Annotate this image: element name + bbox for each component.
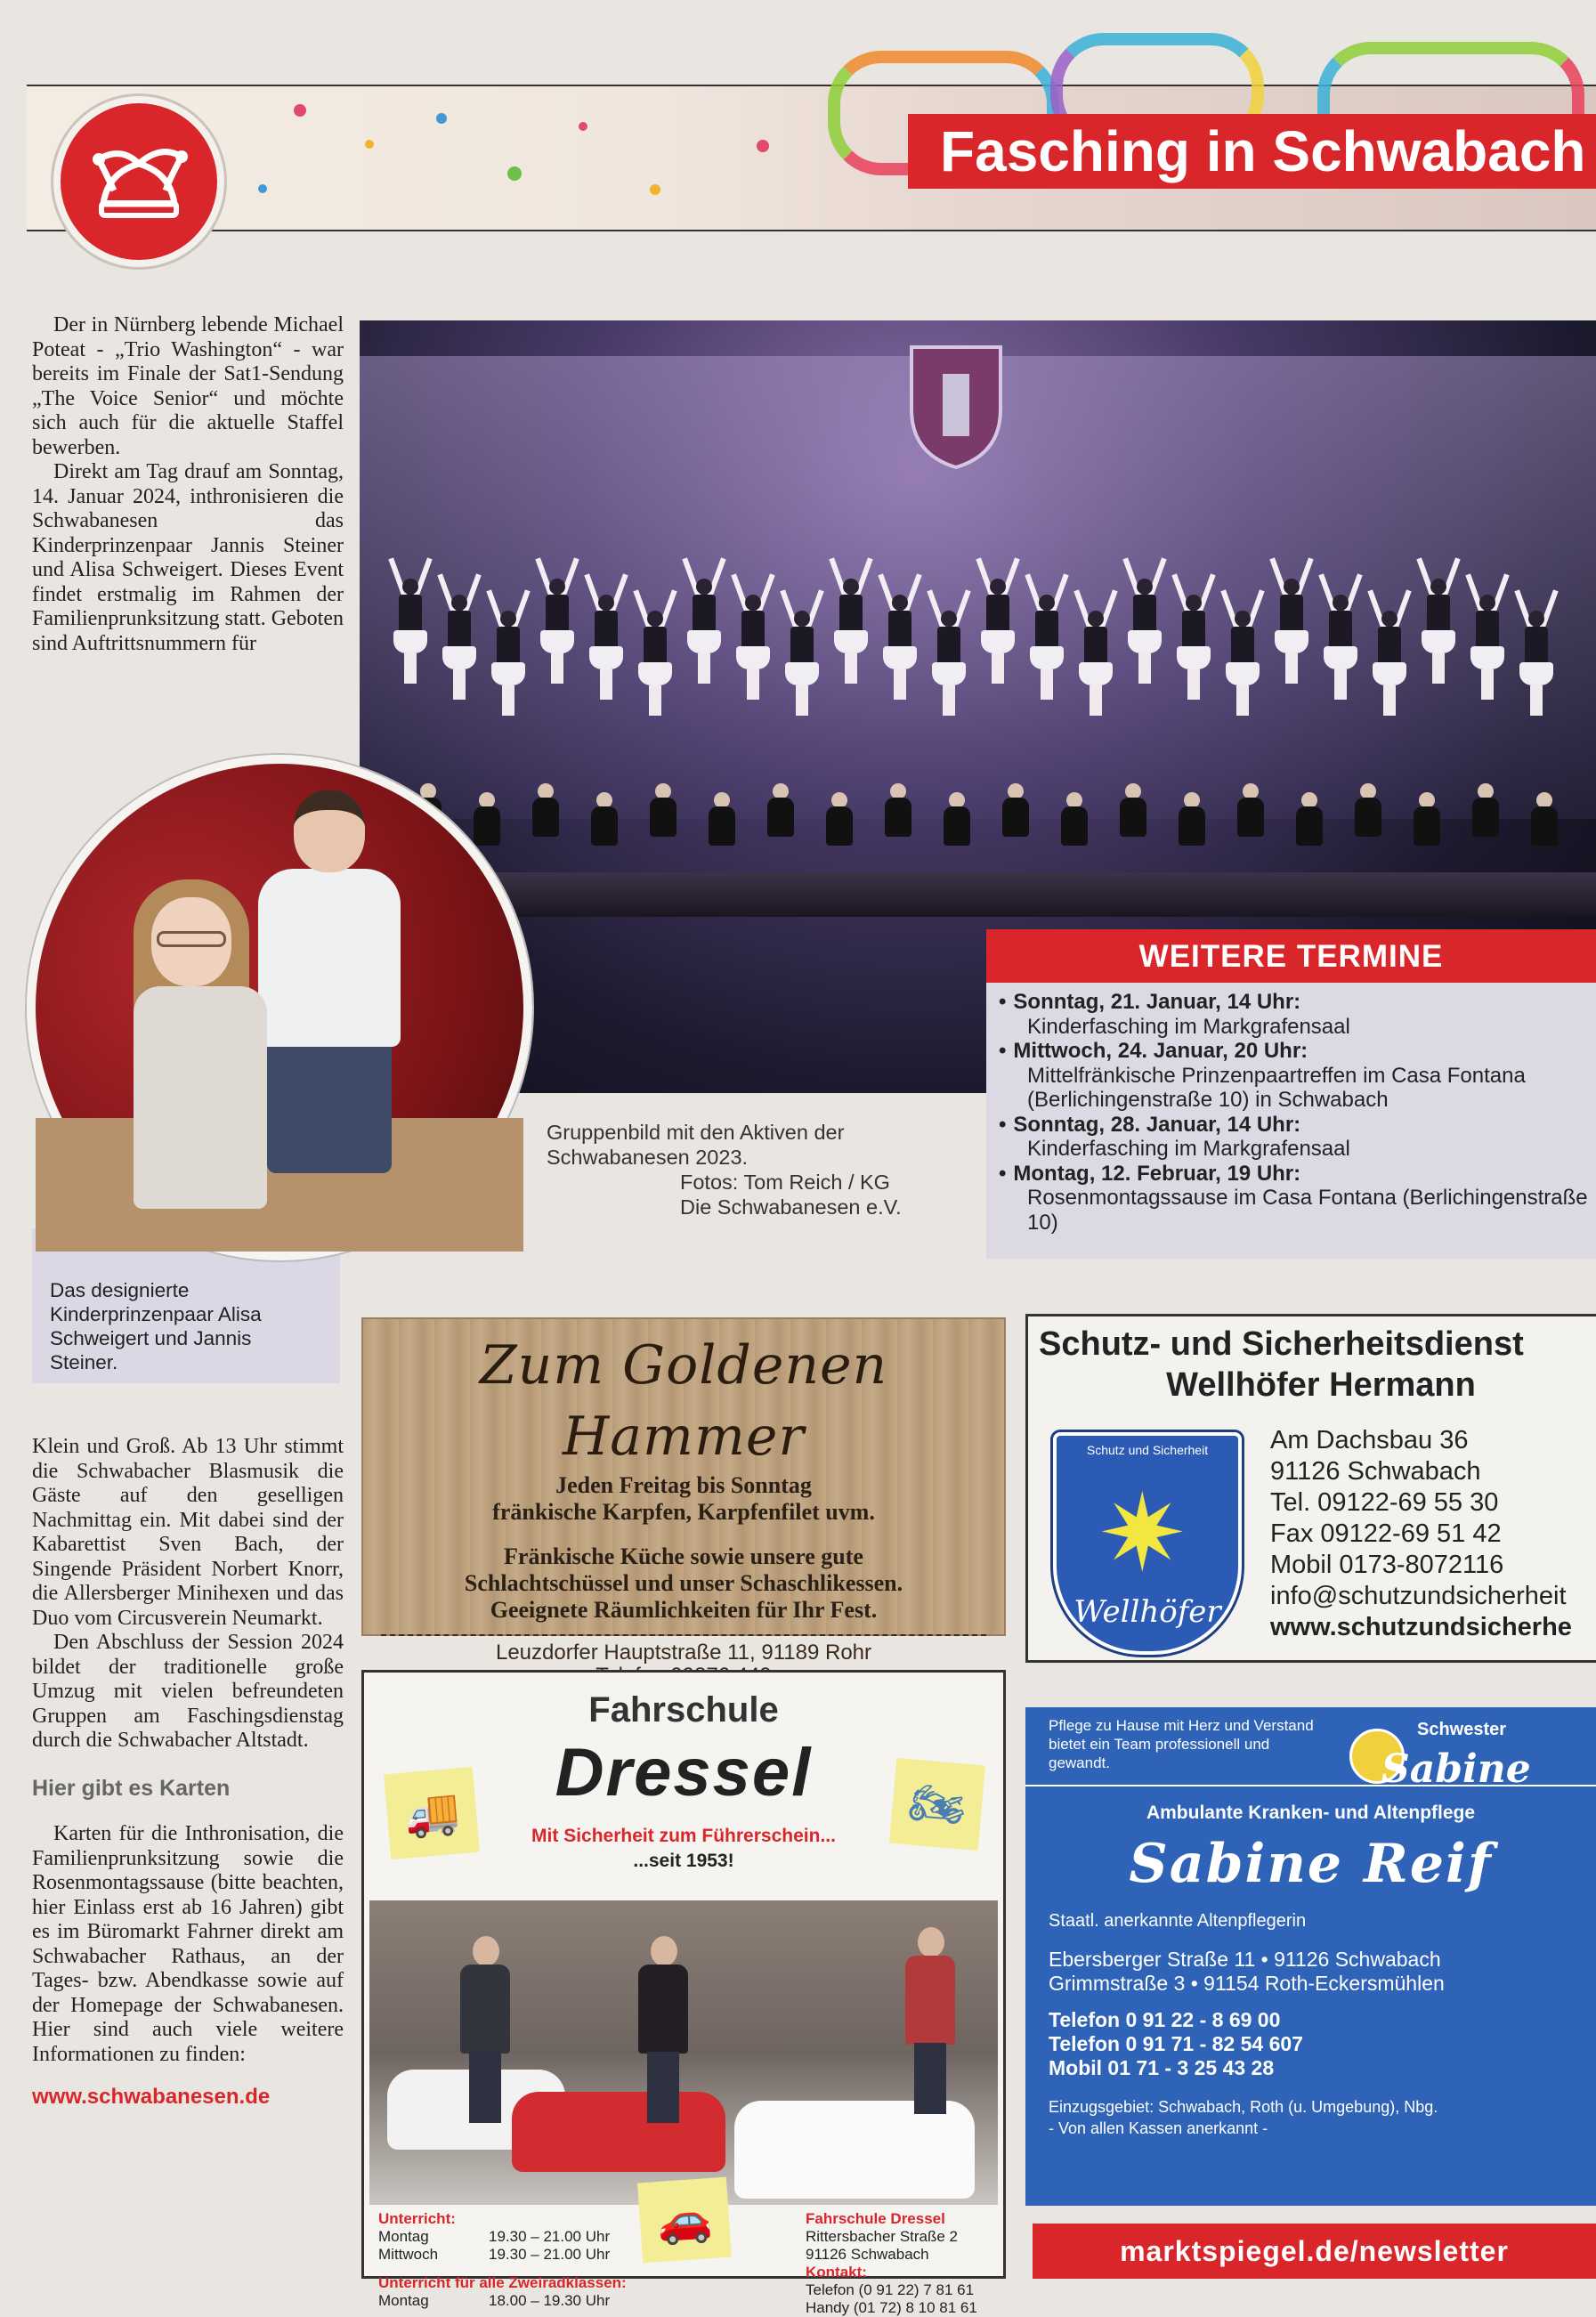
dancer-figure: [787, 611, 817, 717]
service-title: Ambulante Kranken- und Altenpflege: [1146, 1803, 1476, 1823]
contact-info: [1270, 1425, 1572, 1643]
child-figure: [824, 792, 855, 846]
ad-schutz-sicherheit: [1025, 1314, 1596, 1663]
child-figure: [1470, 783, 1501, 837]
child-figure: [1529, 792, 1560, 846]
dancer-figure: [1521, 611, 1551, 717]
dancer-figure: [1130, 579, 1160, 685]
address: Ebersberger Straße 11 • 91126 Schwabach: [1049, 1948, 1441, 1971]
dancer-figure: [395, 579, 425, 685]
ad-subtitle: Wellhöfer Hermann: [1166, 1366, 1476, 1404]
dancer-figure: [836, 579, 866, 685]
dancer-figure: [1325, 595, 1356, 701]
child-figure: [883, 783, 913, 837]
slogan: Mit Sicherheit zum Führerschein...: [531, 1826, 836, 1846]
contact-heading: Kontakt:: [806, 2264, 867, 2281]
shield-text: Wellhöfer: [1073, 1594, 1221, 1630]
photo-credit: Fotos: Tom Reich / KG: [680, 1171, 890, 1194]
stage-caption-text: Gruppenbild mit den Aktiven der Schwabanesen 2023.: [547, 1121, 845, 1169]
driving-school-contact: [806, 2210, 977, 2317]
dancer-figure: [1032, 595, 1062, 701]
phone: Telefon (0 91 22) 7 81 61: [806, 2281, 975, 2298]
restaurant-name: Zum Goldenen Hammer: [479, 1334, 888, 1468]
article-paragraph: Klein und Groß. Ab 13 Uhr stimmt die Schwabacher Blasmusik die Gäste auf den geselligen Nachmittag ein. Mit dabei sind der Kabarettist Sven Bach, der Singende Präsident Norbert Knorr, die Allersberger Minihexen und das Duo vom Circusverein Neumarkt.: [32, 1435, 344, 1630]
dancer-figure: [444, 595, 474, 701]
ad-line: Jeden Freitag bis Sonntag: [555, 1472, 812, 1498]
truck-icon: 🚚: [384, 1767, 480, 1859]
event-item: • Mittwoch, 24. Januar, 20 Uhr: Mittelfränkische Prinzenpaartreffen im Casa Fontana (Berlichingenstraße 10) in Schwabach: [999, 1039, 1596, 1113]
dancer-figure: [1374, 611, 1405, 717]
event-item: • Sonntag, 28. Januar, 14 Uhr: Kinderfasching im Markgrafensaal: [999, 1113, 1596, 1162]
dancer-figure: [689, 579, 719, 685]
website-link[interactable]: www.schwabanesen.de: [32, 2085, 271, 2109]
child-figure: [1294, 792, 1325, 846]
dancer-figure: [934, 611, 964, 717]
newsletter-banner[interactable]: marktspiegel.de/newsletter: [1033, 2224, 1596, 2279]
article-paragraph: Karten für die Inthronisation, die Familienprunksitzung sowie die Rosenmontagssause (bitte beachten, hier Einlass erst ab 16 Jahren) gibt es im Büromarkt Fahrner direkt am Schwabacher Rathaus, an der Tages- bzw. Abendkasse sowie auf der Homepage der Schwabanesen. Hier sind auch viele weitere Informationen zu finden:: [32, 1822, 344, 2066]
dancer-figure: [738, 595, 768, 701]
ad-line: Schlachtschüssel und unser Schaschlikessen.: [464, 1570, 903, 1596]
ad-pflege-sabine: [1025, 1707, 1596, 2206]
ad-title: Schutz- und Sicherheitsdienst: [1039, 1325, 1524, 1363]
child-figure: [1118, 783, 1148, 837]
ad-address: Leuzdorfer Hauptstraße 11, 91189 Rohr: [495, 1641, 872, 1665]
child-figure: [1412, 792, 1442, 846]
child-figure: [942, 792, 972, 846]
page-title: Fasching in Schwabach: [908, 114, 1596, 189]
child-figure: [531, 783, 561, 837]
girl-figure: [125, 879, 276, 1218]
dancer-figure: [591, 595, 621, 701]
ad-line: Geeignete Räumlichkeiten für Ihr Fest.: [490, 1597, 878, 1623]
dancer-figure: [493, 611, 523, 717]
jester-hat-badge: [53, 96, 224, 267]
motorcycle-icon: 🏍: [889, 1758, 985, 1851]
dancer-figure: [885, 595, 915, 701]
schedule-heading: Unterricht:: [378, 2210, 456, 2227]
nurse-name: Sabine Reif: [1129, 1833, 1493, 1895]
child-figure: [472, 792, 502, 846]
brand-name: Dressel: [555, 1735, 813, 1811]
ad-fahrschule-dressel: [361, 1670, 1006, 2316]
prince-couple-portrait: [27, 755, 532, 1260]
article-paragraph: Den Abschluss der Session 2024 bildet der traditionelle große Umzug mit vielen befreundeten Gruppen am Faschingsdienstag durch die Schwabacher Altstadt.: [32, 1631, 344, 1752]
boy-figure: [258, 790, 401, 1173]
events-box: [986, 929, 1596, 1259]
fax: Fax 09122-69 51 42: [1270, 1519, 1502, 1548]
ad-title: Fahrschule: [588, 1690, 779, 1730]
events-heading: WEITERE TERMINE: [986, 929, 1596, 983]
dancer-figure: [1081, 611, 1111, 717]
address: Grimmstraße 3 • 91154 Roth-Eckersmühlen: [1049, 1972, 1445, 1995]
phone: Telefon 0 91 22 - 8 69 00: [1049, 2008, 1281, 2031]
article-paragraph: Der in Nürnberg lebende Michael Poteat - „Trio Washington“ - war bereits im Finale der Sat1-Sendung „The Voice Senior“ und möchte sich auch für die aktuelle Staffel bewerben.: [32, 313, 344, 459]
child-figure: [1177, 792, 1207, 846]
city: 91126 Schwabach: [1270, 1457, 1481, 1486]
contact-name: Fahrschule Dressel: [806, 2210, 945, 2227]
lesson-schedule: Unterricht: Montag 19.30 – 21.00 Uhr Mittwoch 19.30 – 21.00 Uhr Unterricht für alle Zweiradklassen: Montag 18.00 – 19.30 Uhr: [378, 2210, 627, 2309]
mobile: Handy (01 72) 8 10 81 61: [806, 2299, 977, 2316]
shield-text: Schutz und Sicherheit: [1086, 1443, 1209, 1457]
event-item: • Montag, 12. Februar, 19 Uhr: Rosenmontagssause im Casa Fontana (Berlichingenstraße 10): [999, 1162, 1596, 1235]
city: 91126 Schwabach: [806, 2246, 929, 2263]
article-column-top: [32, 313, 344, 656]
photo-credit: Die Schwabanesen e.V.: [680, 1195, 902, 1219]
mobile: Mobil 0173-8072116: [1270, 1551, 1504, 1579]
portrait-caption: Das designierte Kinderprinzenpaar Alisa Schweigert und Jannis Steiner.: [32, 1269, 340, 1383]
dancer-figure: [1227, 611, 1258, 717]
schedule-heading: Unterricht für alle Zweiradklassen:: [378, 2274, 627, 2291]
since: ...seit 1953!: [633, 1851, 734, 1871]
email[interactable]: info@schutzundsicherheit: [1270, 1582, 1567, 1610]
dancer-figure: [1423, 579, 1454, 685]
city-crest: [903, 338, 1009, 472]
service-area: Einzugsgebiet: Schwabach, Roth (u. Umgebung), Nbg.: [1049, 2098, 1438, 2116]
child-figure: [766, 783, 796, 837]
street: Rittersbacher Straße 2: [806, 2228, 959, 2245]
street: Am Dachsbau 36: [1270, 1426, 1469, 1454]
website[interactable]: www.schutzundsicherhe: [1270, 1613, 1572, 1641]
child-figure: [707, 792, 737, 846]
article-column-bottom: [32, 1435, 344, 2110]
phone: Tel. 09122-69 55 30: [1270, 1488, 1499, 1517]
qualification: Staatl. anerkannte Altenpflegerin: [1049, 1911, 1307, 1931]
insurance-note: - Von allen Kassen anerkannt -: [1049, 2119, 1268, 2137]
phone: Telefon 0 91 71 - 82 54 607: [1049, 2032, 1303, 2055]
logo-label: Schwester: [1417, 1720, 1507, 1739]
event-item: • Sonntag, 21. Januar, 14 Uhr: Kinderfasching im Markgrafensaal: [999, 990, 1596, 1039]
security-shield-logo: [1053, 1432, 1242, 1655]
ad-goldener-hammer: [361, 1317, 1006, 1665]
dancer-figure: [1276, 579, 1307, 685]
child-figure: [648, 783, 678, 837]
logo-text: Sabine: [1381, 1746, 1531, 1792]
child-figure: [1059, 792, 1090, 846]
child-figure: [589, 792, 620, 846]
article-subheading: Hier gibt es Karten: [32, 1775, 231, 1801]
dancer-figure: [983, 579, 1013, 685]
dancer-figure: [1472, 595, 1503, 701]
stage-caption: [547, 1120, 983, 1219]
child-figure: [1353, 783, 1383, 837]
jester-hat-icon: [85, 137, 192, 226]
article-paragraph: Direkt am Tag drauf am Sonntag, 14. Januar 2024, inthronisieren die Schwabanesen das Kinderprinzenpaar Jannis Steiner und Alisa Schweigert. Dieses Event findet erstmalig im Rahmen der Familienprunksitzung statt. Geboten sind Auftrittsnummern für: [32, 460, 344, 655]
ad-line: Fränkische Küche sowie unsere gute: [504, 1543, 863, 1569]
child-figure: [1001, 783, 1031, 837]
star-icon: ✷: [1098, 1474, 1187, 1593]
ad-intro: Pflege zu Hause mit Herz und Verstand bietet ein Team professionell und gewandt.: [1049, 1717, 1314, 1771]
dancer-figure: [640, 611, 670, 717]
dancer-figure: [542, 579, 572, 685]
mobile: Mobil 01 71 - 3 25 43 28: [1049, 2056, 1275, 2079]
car-icon: 🚗: [637, 2177, 732, 2264]
driving-school-photo: [369, 1900, 998, 2205]
dancer-figure: [1179, 595, 1209, 701]
ad-line: fränkische Karpfen, Karpfenfilet uvm.: [492, 1499, 875, 1525]
child-figure: [1235, 783, 1266, 837]
